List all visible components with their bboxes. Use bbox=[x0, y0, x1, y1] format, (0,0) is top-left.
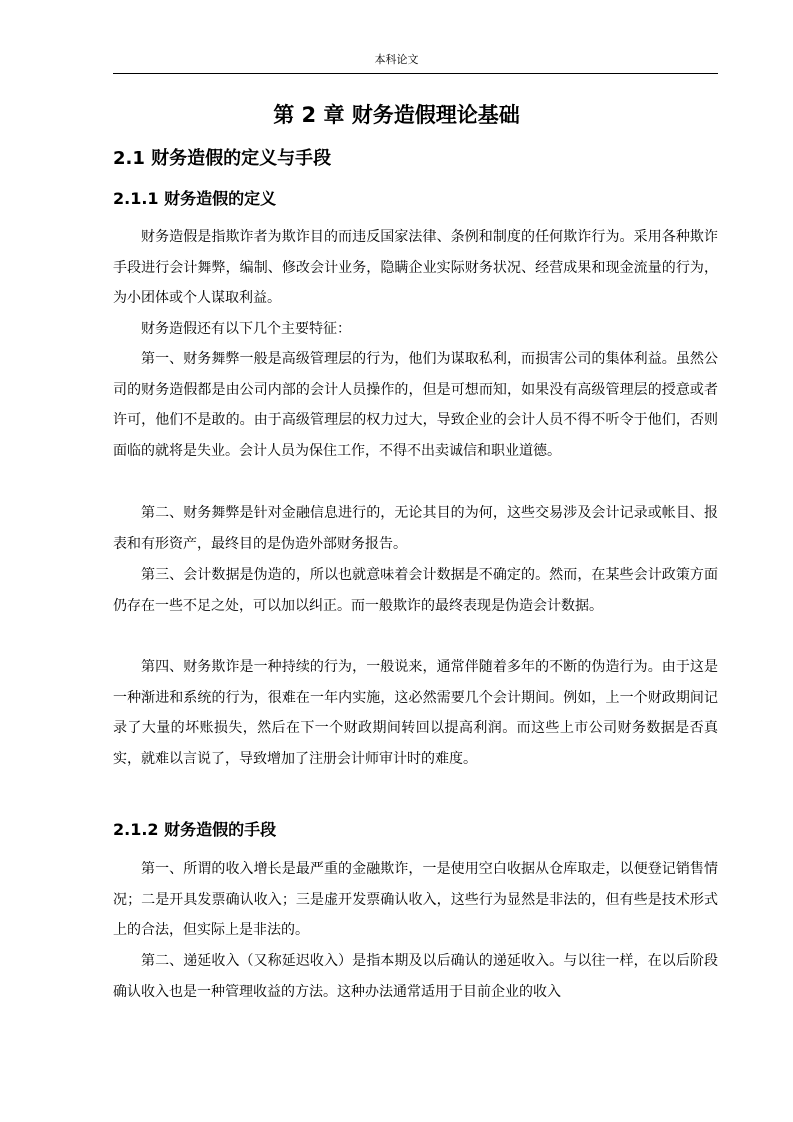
paragraph-feature-4: 第四、财务欺诈是一种持续的行为，一般说来，通常伴随着多年的不断的伪造行为。由于这是一种渐进和系统的行为，很难在一年内实施，这必然需要几个会计期间。例如，上一个财政期间记录了大量的坏账损失，然后在下一个财政期间转回以提高利润。而这些上市公司财务数据是否真实，就难以言说了，导致增加了注册会计师审计时的难度。 bbox=[113, 659, 718, 767]
paragraph-method-1: 第一、所谓的收入增长是最严重的金融欺诈，一是使用空白收据从仓库取走，以便登记销售情况；二是开具发票确认收入；三是虚开发票确认收入，这些行为显然是非法的，但有些是技术形式上的合法，但实际上是非法的。 bbox=[113, 861, 718, 938]
paragraph-feature-1: 第一、财务舞弊一般是高级管理层的行为，他们为谋取私利，而损害公司的集体利益。虽然公司的财务造假都是由公司内部的会计人员操作的，但是可想而知，如果没有高级管理层的授意或者许可，他们不是敢的。由于高级管理层的权力过大，导致企业的会计人员不得不听令于他们，否则面临的就将是失业。会计人员为保住工作，不得不出卖诚信和职业道德。 bbox=[113, 351, 718, 459]
running-header-title: 本科论文 bbox=[374, 53, 419, 66]
header-divider bbox=[113, 73, 718, 74]
section-heading-2-1: 2.1 财务造假的定义与手段 bbox=[113, 148, 332, 169]
section-heading-2-1-1: 2.1.1 财务造假的定义 bbox=[113, 189, 277, 208]
paragraph-feature-3: 第三、会计数据是伪造的，所以也就意味着会计数据是不确定的。然而，在某些会计政策方面仍存在一些不足之处，可以加以纠正。而一般欺诈的最终表现是伪造会计数据。 bbox=[113, 567, 718, 614]
chapter-title: 第 2 章 财务造假理论基础 bbox=[273, 103, 520, 127]
paragraph-features-intro: 财务造假还有以下几个主要特征： bbox=[141, 321, 351, 337]
paragraph-definition: 财务造假是指欺诈者为欺诈目的而违反国家法律、条例和制度的任何欺诈行为。采用各种欺诈手段进行会计舞弊，编制、修改会计业务，隐瞒企业实际财务状况、经营成果和现金流量的行为，为小团体或个人谋取利益。 bbox=[113, 229, 718, 306]
paragraph-method-2: 第二、递延收入（又称延迟收入）是指本期及以后确认的递延收入。与以往一样，在以后阶段确认收入也是一种管理收益的方法。这种办法通常适用于目前企业的收入 bbox=[113, 953, 718, 1000]
paragraph-feature-2: 第二、财务舞弊是针对金融信息进行的，无论其目的为何，这些交易涉及会计记录或帐目、报表和有形资产，最终目的是伪造外部财务报告。 bbox=[113, 505, 718, 552]
section-heading-2-1-2: 2.1.2 财务造假的手段 bbox=[113, 820, 277, 839]
